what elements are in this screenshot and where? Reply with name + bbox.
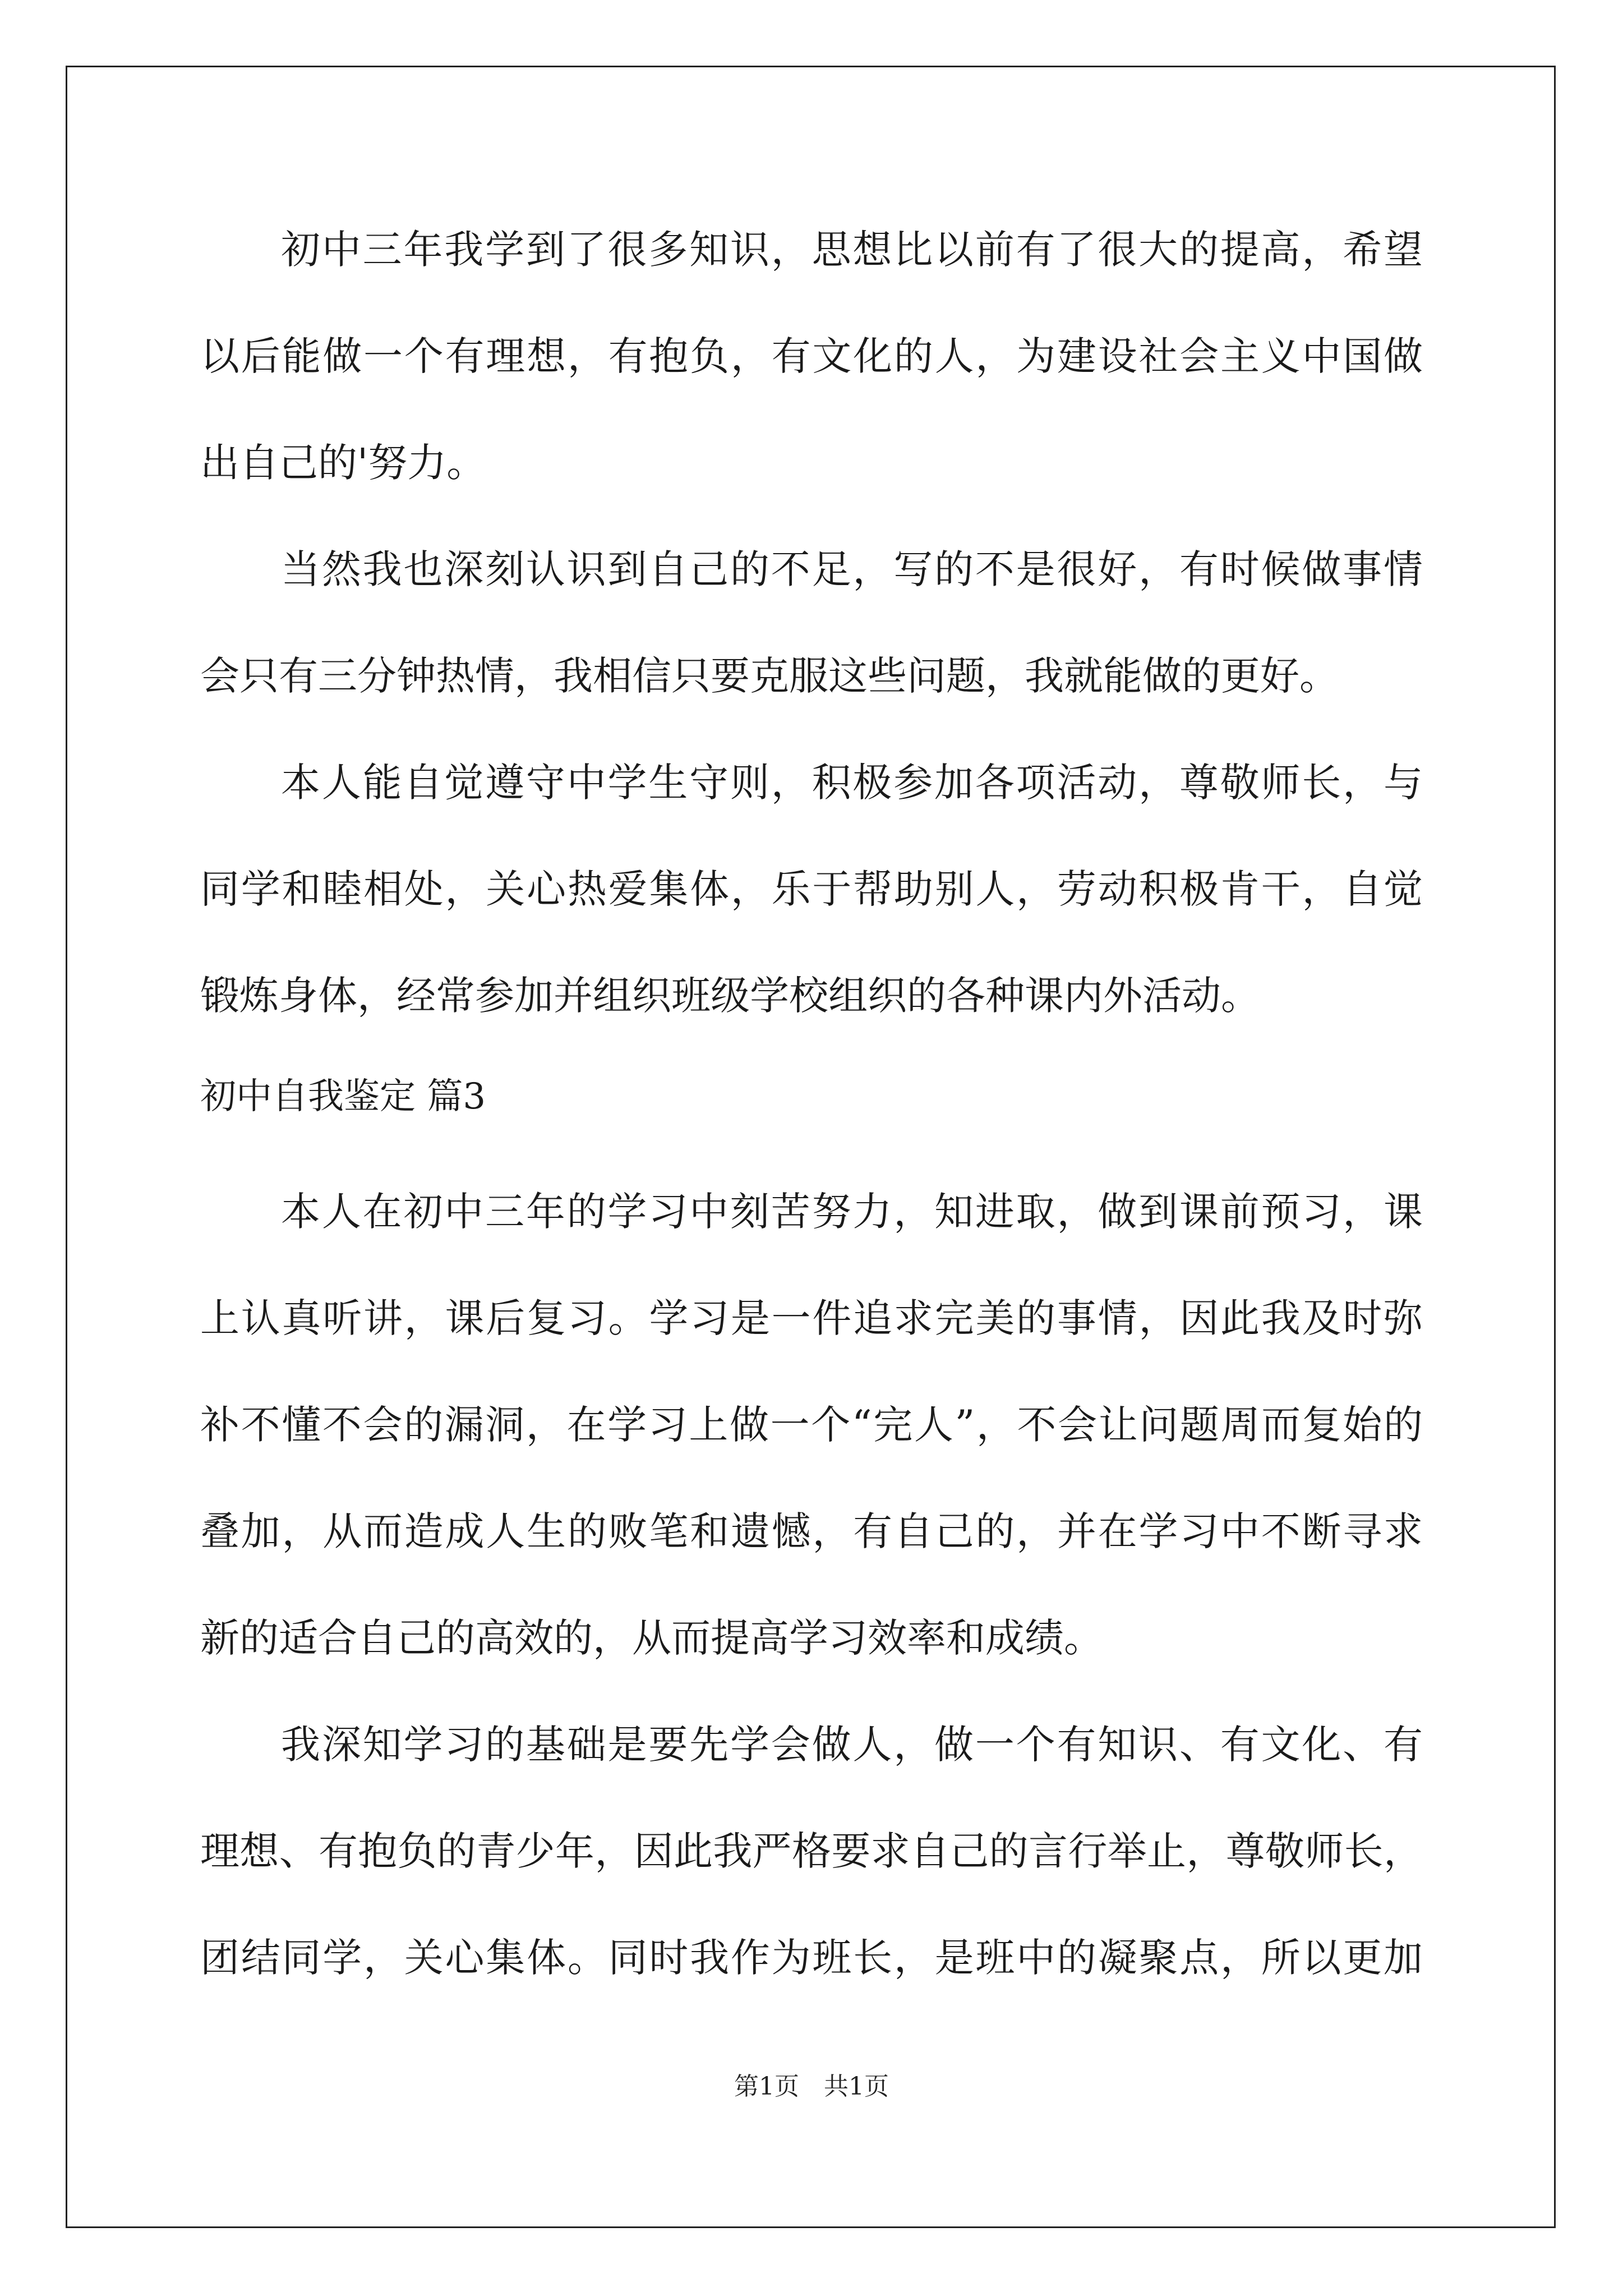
paragraph-3-line-3: 锻炼身体，经常参加并组织班级学校组织的各种课内外活动。 — [200, 973, 1260, 1019]
paragraph-1-line-2: 以后能做一个有理想，有抱负，有文化的人，为建设社会主义中国做 — [200, 333, 1423, 379]
paragraph-4-line-2: 上认真听讲，课后复习。学习是一件追求完美的事情，因此我及时弥 — [200, 1295, 1423, 1341]
page-border — [66, 66, 1556, 2228]
paragraph-1-line-1: 初中三年我学到了很多知识，思想比以前有了很大的提高，希望 — [281, 227, 1423, 273]
paragraph-5-line-3: 团结同学，关心集体。同时我作为班长，是班中的凝聚点，所以更加 — [200, 1935, 1423, 1981]
paragraph-1-line-3: 出自己的'努力。 — [200, 440, 486, 486]
section-heading: 初中自我鉴定 篇3 — [200, 1076, 486, 1117]
page-number-footer: 第1页 共1页 — [734, 2072, 889, 2101]
paragraph-4-line-1: 本人在初中三年的学习中刻苦努力，知进取，做到课前预习，课 — [281, 1189, 1423, 1235]
paragraph-2-line-1: 当然我也深刻认识到自己的不足，写的不是很好，有时候做事情 — [281, 546, 1423, 592]
paragraph-5-line-2: 理想、有抱负的青少年，因此我严格要求自己的言行举止，尊敬师长， — [200, 1828, 1423, 1874]
paragraph-3-line-2: 同学和睦相处，关心热爱集体，乐于帮助别人，劳动积极肯干，自觉 — [200, 866, 1423, 912]
paragraph-3-line-1: 本人能自觉遵守中学生守则，积极参加各项活动，尊敬师长，与 — [281, 760, 1423, 806]
paragraph-4-line-5: 新的适合自己的高效的，从而提高学习效率和成绩。 — [200, 1615, 1103, 1661]
paragraph-4-line-3: 补不懂不会的漏洞，在学习上做一个“完人”，不会让问题周而复始的 — [200, 1402, 1423, 1448]
paragraph-5-line-1: 我深知学习的基础是要先学会做人，做一个有知识、有文化、有 — [281, 1722, 1423, 1768]
paragraph-4-line-4: 叠加，从而造成人生的败笔和遗憾，有自己的，并在学习中不断寻求 — [200, 1508, 1423, 1554]
paragraph-2-line-2: 会只有三分钟热情，我相信只要克服这些问题，我就能做的更好。 — [200, 653, 1339, 699]
